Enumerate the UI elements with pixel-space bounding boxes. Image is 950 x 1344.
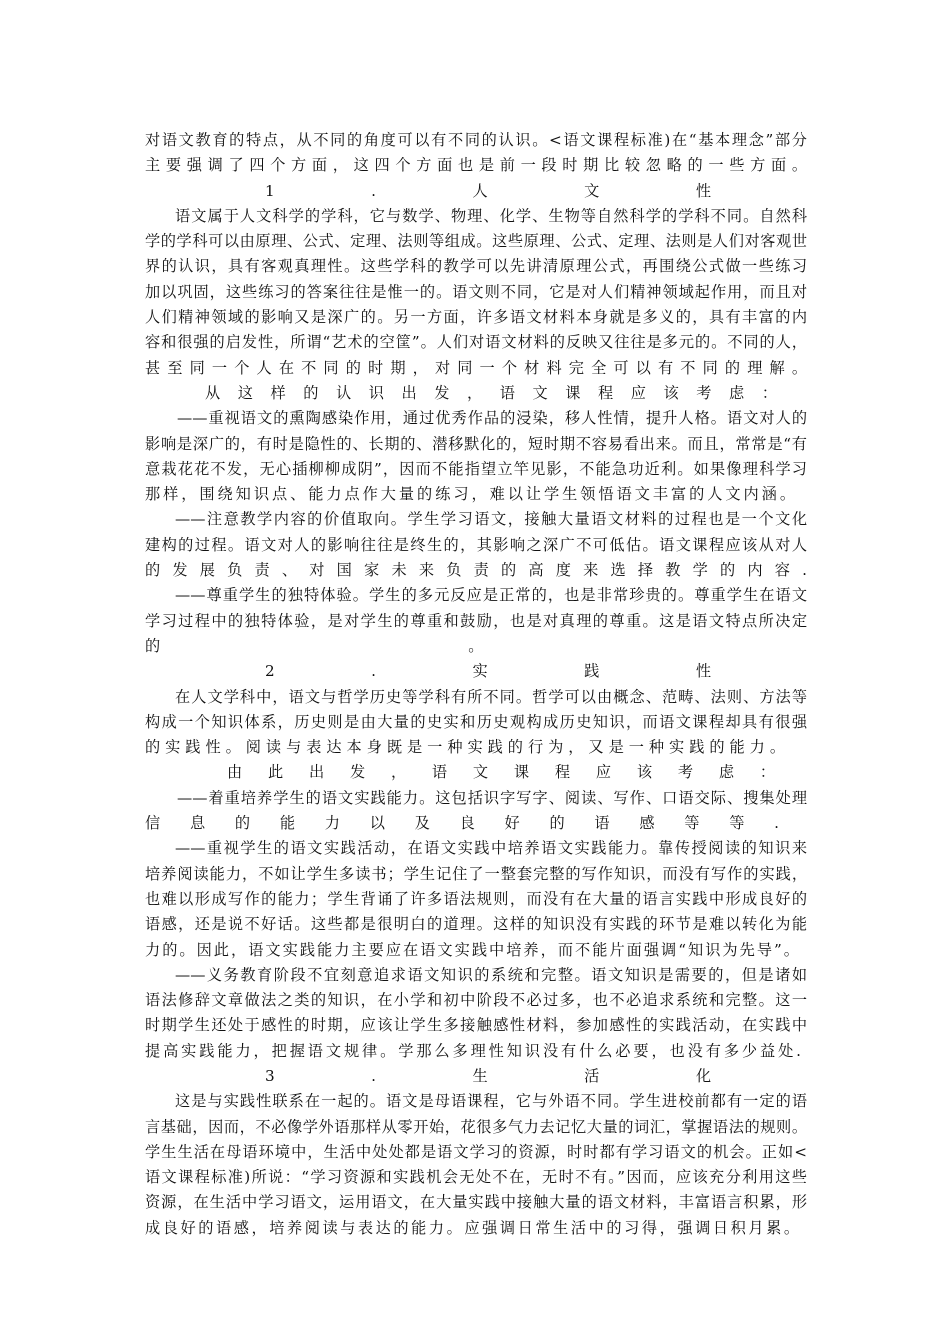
- heading-char: 性: [695, 662, 711, 681]
- text-line: 人们精神领域的影响又是深广的。另一方面，许多语文材料本身就是多义的，具有丰富的内: [145, 308, 807, 327]
- text-line: 提高实践能力，把握语文规律。学那么多理性知识没有什么必要，也没有多少益处.: [145, 1041, 801, 1060]
- text-line: ——重视学生的语文实践活动，在语文实践中培养语文实践能力。靠传授阅读的知识来: [175, 839, 807, 858]
- text-line: 加以巩固，这些练习的答案往往是惟一的。语文则不同，它是对人们精神领域起作用，而且对: [145, 282, 807, 301]
- text-line: 甚至同一个人在不同的时期，对同一个材料完全可以有不同的理解。: [145, 358, 807, 377]
- heading-char: 文: [584, 181, 600, 200]
- text-line: 时期学生还处于感性的时期，应该让学生多接触感性材料，参加感性的实践活动，在实践中: [145, 1016, 807, 1035]
- text-line: 学习过程中的独特体验，是对学生的尊重和鼓励，也是对真理的尊重。这是语文特点所决定: [145, 611, 807, 630]
- text-line: 学生生活在母语环境中，生活中处处都是语文学习的资源，时时都有学习语文的机会。正如<: [145, 1142, 807, 1161]
- text-line: 建构的过程。语文对人的影响往往是终生的，其影响之深广不可低估。语文课程应该从对人: [145, 535, 807, 554]
- heading-char: 化: [695, 1066, 711, 1085]
- text-line: 意栽花花不发，无心插柳柳成阴”，因而不能指望立竿见影，不能急功近利。如果像理科学习: [145, 459, 807, 478]
- text-line: 对语文教育的特点，从不同的角度可以有不同的认识。<语文课程标准)在“基本理念”部分: [145, 131, 807, 149]
- text-line: 语文属于人文科学的学科，它与数学、物理、化学、生物等自然科学的学科不同。自然科: [175, 206, 807, 225]
- heading-char: 活: [584, 1066, 600, 1085]
- text-line: 那样，围绕知识点、能力点作大量的练习，难以让学生领悟语文丰富的人文内涵。: [145, 485, 795, 504]
- text-line: 语文课程标准)所说：“学习资源和实践机会无处不在，无时不有。”因而，应该充分利用这些: [145, 1168, 807, 1187]
- text-line: 成良好的语感，培养阅读与表达的能力。应强调日常生活中的习得，强调日积月累。: [145, 1218, 799, 1237]
- heading-dot: .: [371, 181, 376, 200]
- text-line: 容和很强的启发性，所谓“艺术的空筐”。人们对语文材料的反映又往往是多元的。不同的人，: [145, 333, 807, 352]
- text-line: 语感，还是说不好话。这些都是很明白的道理。这样的知识没有实践的环节是难以转化为能: [145, 915, 807, 934]
- heading-number: 2: [265, 662, 275, 681]
- text-line: [145, 634, 807, 659]
- text-line: ——重视语文的熏陶感染作用，通过优秀作品的浸染，移人性情，提升人格。语文对人的: [177, 409, 807, 428]
- text-line: 影响是深广的，有时是隐性的、长期的、潜移默化的，短时期不容易看出来。而且，常常是“有: [145, 434, 807, 453]
- text-line: ——尊重学生的独特体验。学生的多元反应是正常的，也是非常珍贵的。尊重学生在语文: [175, 586, 807, 605]
- document-page: [145, 128, 807, 1241]
- text-line: 信息的能力以及良好的语感等等.: [145, 814, 779, 833]
- text-line: 构成一个知识体系，历史则是由大量的史实和历史观构成历史知识，而语文课程却具有很强: [145, 712, 807, 731]
- text-fragment: 的: [145, 636, 161, 655]
- heading-char: 践: [584, 662, 600, 681]
- text-line: ——着重培养学生的语文实践能力。这包括识字写字、阅读、写作、口语交际、搜集处理: [177, 788, 807, 807]
- heading-char: 人: [472, 181, 488, 200]
- text-line: 语法修辞文章做法之类的知识，在小学和初中阶段不必过多，也不必追求系统和完整。这一: [145, 991, 807, 1010]
- text-line: 的实践性。阅读与表达本身既是一种实践的行为，又是一种实践的能力。: [145, 738, 785, 757]
- heading-number: 3: [265, 1066, 275, 1085]
- heading-dot: .: [371, 662, 376, 681]
- heading-char: 性: [695, 181, 711, 200]
- text-line: 也难以形成写作的能力；学生背诵了许多语法规则，而没有在大量的语言实践中形成良好的: [145, 889, 807, 908]
- heading-char: 生: [472, 1066, 488, 1085]
- text-line: ——注意教学内容的价值取向。学生学习语文，接触大量语文材料的过程也是一个文化: [175, 510, 807, 529]
- text-line: 主要强调了四个方面，这四个方面也是前一段时期比较忽略的一些方面。: [145, 156, 807, 175]
- heading-number: 1: [265, 181, 275, 200]
- text-line: 的发展负责、对国家未来负责的高度来选择教学的内容.: [145, 561, 807, 580]
- section-heading-1: [145, 179, 807, 204]
- text-line: 在人文学科中，语文与哲学历史等学科有所不同。哲学可以由概念、范畴、法则、方法等: [175, 687, 807, 706]
- text-line: 由此出发，语文课程应该考虑：: [227, 763, 775, 782]
- heading-char: 实: [472, 662, 488, 681]
- text-line: 学的学科可以由原理、公式、定理、法则等组成。这些原理、公式、定理、法则是人们对客观世: [145, 232, 807, 251]
- text-line: 从这样的认识出发，语文课程应该考虑：: [205, 383, 777, 402]
- text-fragment: 。: [468, 636, 484, 655]
- text-line: 资源，在生活中学习语文，运用语文，在大量实践中接触大量的语文材料，丰富语言积累，形: [145, 1193, 807, 1212]
- section-heading-3: [145, 1064, 807, 1089]
- text-line: 言基础，因而，不必像学外语那样从零开始，花很多气力去记忆大量的词汇，掌握语法的规则。: [145, 1117, 807, 1136]
- section-heading-2: [145, 659, 807, 684]
- text-line: 这是与实践性联系在一起的。语文是母语课程，它与外语不同。学生进校前都有一定的语: [175, 1092, 807, 1111]
- heading-dot: .: [371, 1066, 376, 1085]
- text-line: 界的认识，具有客观真理性。这些学科的教学可以先讲清原理公式，再围绕公式做一些练习: [145, 257, 807, 276]
- text-line: 培养阅读能力，不如让学生多读书；学生记住了一整套完整的写作知识，而没有写作的实践，: [145, 864, 807, 883]
- text-line: 力的。因此，语文实践能力主要应在语文实践中培养，而不能片面强调“知识为先导”。: [145, 940, 799, 959]
- text-line: ——义务教育阶段不宜刻意追求语文知识的系统和完整。语文知识是需要的，但是诸如: [175, 965, 807, 984]
